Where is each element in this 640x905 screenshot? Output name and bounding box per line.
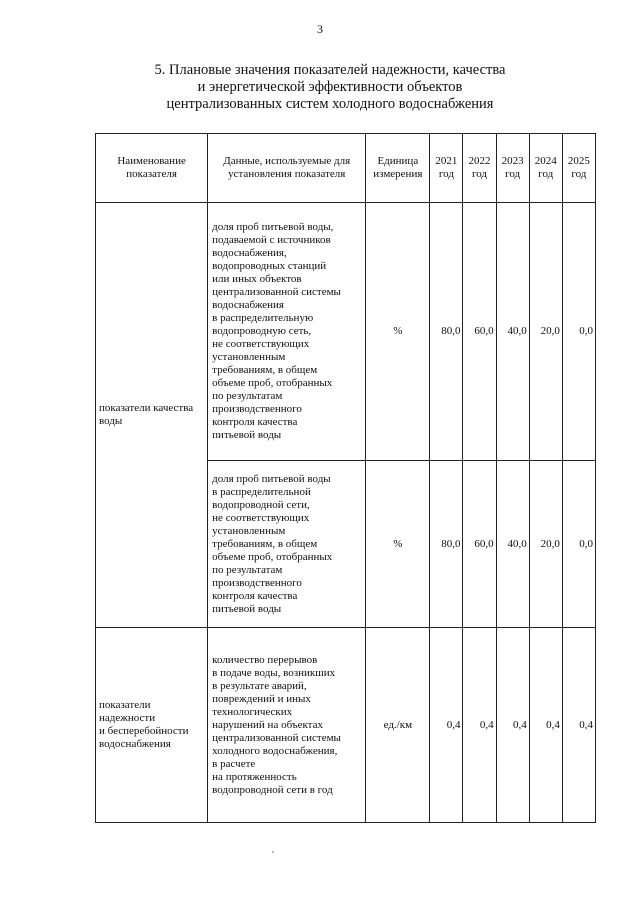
text-line: нарушений на объектах xyxy=(212,718,323,731)
text-line: контроля качества xyxy=(212,416,298,428)
indicator-data-description xyxy=(208,628,366,823)
text-line: требованиям, в общем xyxy=(212,537,318,550)
text-line: в расчете xyxy=(212,757,256,770)
title-line: 5. Плановые значения показателей надежности, качества xyxy=(154,62,506,78)
text-line: объеме проб, отобранных xyxy=(212,377,333,389)
unit-cell: % xyxy=(366,461,430,628)
value-cell: 60,0 xyxy=(463,461,496,628)
text-line: питьевой воды xyxy=(212,429,282,441)
text-line: не соответствующих xyxy=(212,511,310,524)
text-line: по результатам xyxy=(212,563,283,576)
text-line: в подаче воды, возникших xyxy=(212,666,336,679)
text-line: на протяженность xyxy=(212,770,297,783)
indicator-data-description xyxy=(208,461,366,628)
header-indicator-name: Наименование показателя xyxy=(96,134,208,203)
text-line: повреждений и иных xyxy=(212,692,311,705)
value-cell: 20,0 xyxy=(529,461,562,628)
page-number: 3 xyxy=(317,22,323,36)
header-year: 2024 год xyxy=(529,134,562,203)
unit-cell: % xyxy=(366,203,430,461)
header-year: 2021 год xyxy=(430,134,463,203)
text-line: централизованной системы xyxy=(212,731,341,744)
value-cell: 80,0 xyxy=(430,203,463,461)
header-year: 2022 год xyxy=(463,134,496,203)
text-line: и бесперебойности xyxy=(99,725,189,737)
header-year: 2023 год xyxy=(496,134,529,203)
text-line: доля проб питьевой воды xyxy=(212,472,331,485)
value-cell: 0,4 xyxy=(463,628,496,823)
value-cell: 80,0 xyxy=(430,461,463,628)
text-line: или иных объектов xyxy=(212,273,302,285)
indicators-table xyxy=(95,133,596,823)
header-year: 2025 год xyxy=(562,134,595,203)
text-line: водопроводной сети в год xyxy=(212,783,333,796)
value-cell: 0,4 xyxy=(562,628,595,823)
title-line: и энергетической эффективности объектов xyxy=(197,79,463,95)
text-line: водоснабжения xyxy=(212,299,284,311)
text-line: надежности xyxy=(99,712,156,724)
text-line: доля проб питьевой воды, xyxy=(212,221,334,233)
header-unit: Единица измерения xyxy=(366,134,430,203)
text-line: водопроводных станций xyxy=(212,260,327,272)
text-line: в результате аварий, xyxy=(212,679,307,692)
text-line: водопроводную сеть, xyxy=(212,325,312,337)
text-line: водоснабжения, xyxy=(212,247,287,259)
section-title xyxy=(110,62,550,113)
text-line: водопроводной сети, xyxy=(212,498,310,511)
text-line: объеме проб, отобранных xyxy=(212,550,333,563)
value-cell: 60,0 xyxy=(463,203,496,461)
value-cell: 40,0 xyxy=(496,461,529,628)
text-line: питьевой воды xyxy=(212,602,282,615)
text-line: не соответствующих xyxy=(212,338,310,350)
text-line: водоснабжения xyxy=(99,738,171,750)
header-row xyxy=(96,134,596,203)
text-line: показатели xyxy=(99,699,151,711)
title-line: централизованных систем холодного водоснабжения xyxy=(166,96,494,112)
value-cell: 0,4 xyxy=(496,628,529,823)
text-line: технологических xyxy=(212,705,293,718)
table-row xyxy=(96,203,596,461)
scan-artifact-dot xyxy=(272,851,274,853)
table-row xyxy=(96,628,596,823)
header-data-used: Данные, используемые для установления показателя xyxy=(208,134,366,203)
text-line: контроля качества xyxy=(212,589,298,602)
text-line: установленным xyxy=(212,351,286,363)
text-line: производственного xyxy=(212,403,302,415)
text-line: требованиям, в общем xyxy=(212,364,318,376)
value-cell: 0,0 xyxy=(562,461,595,628)
value-cell: 0,4 xyxy=(430,628,463,823)
unit-cell: ед./км xyxy=(366,628,430,823)
indicator-data-description xyxy=(208,203,366,461)
indicator-group-name: показатели качества воды xyxy=(96,203,208,628)
text-line: в распределительную xyxy=(212,312,314,324)
text-line: холодного водоснабжения, xyxy=(212,744,338,757)
text-line: установленным xyxy=(212,524,286,537)
indicator-group-name xyxy=(96,628,208,823)
value-cell: 20,0 xyxy=(529,203,562,461)
text-line: в распределительной xyxy=(212,485,311,498)
text-line: количество перерывов xyxy=(212,653,318,666)
text-line: производственного xyxy=(212,576,302,589)
value-cell: 0,0 xyxy=(562,203,595,461)
text-line: по результатам xyxy=(212,390,283,402)
value-cell: 0,4 xyxy=(529,628,562,823)
value-cell: 40,0 xyxy=(496,203,529,461)
text-line: централизованной системы xyxy=(212,286,341,298)
text-line: подаваемой с источников xyxy=(212,234,331,246)
